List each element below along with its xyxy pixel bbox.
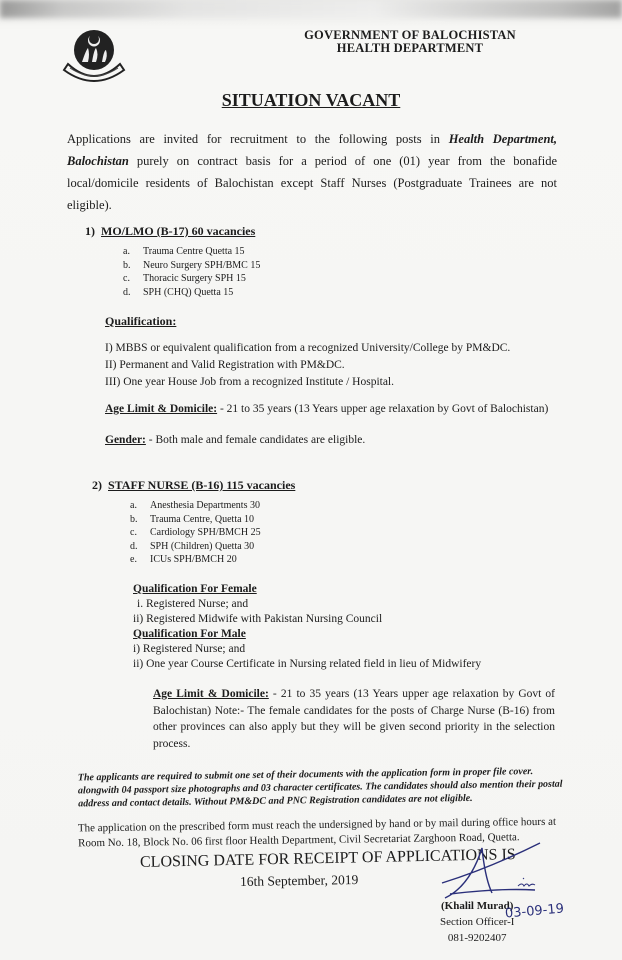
closing-date: 16th September, 2019 [239, 871, 359, 890]
male-qualification-heading: Qualification For Male [133, 628, 246, 640]
vacancy-item [130, 513, 261, 527]
post2-age-limit [153, 686, 555, 752]
qualification-item: III) One year House Job from a recognized Institute / Hospital. [105, 376, 395, 388]
male-qualification-item: i) Registered Nurse; and [133, 643, 246, 655]
vacancy-item [130, 553, 261, 567]
closing-date-label: CLOSING DATE FOR RECEIPT OF APPLICATIONS IS [139, 846, 516, 871]
vacancy-item [123, 245, 260, 259]
vacancy-item [123, 286, 260, 300]
qualification-item: I) MBBS or equivalent qualification from a recognized University/College by PM&DC. [105, 342, 511, 354]
item-letter: a. [130, 500, 137, 511]
item-text: SPH (Children) Quetta 30 [150, 540, 255, 552]
item-letter: d. [130, 540, 138, 552]
post1-qualification-heading: Qualification: [105, 314, 177, 328]
item-letter: e. [130, 554, 137, 565]
item-text: Trauma Centre, Quetta 10 [150, 513, 255, 525]
item-text: Trauma Centre Quetta 15 [143, 246, 245, 257]
intro-text: Applications are invited for recruitment to the following posts in [67, 132, 449, 146]
post2-number: 2) [92, 478, 102, 492]
age-text: - 21 to 35 years (13 Years upper age relaxation by Govt of Balochistan) [217, 403, 549, 415]
signature [440, 838, 550, 903]
post2-qualifications [133, 582, 481, 672]
female-qualification-item: i. Registered Nurse; and [137, 598, 249, 610]
item-letter: b. [130, 513, 138, 525]
page-title: SITUATION VACANT [221, 90, 401, 110]
item-text: SPH (CHQ) Quetta 15 [143, 286, 234, 298]
vacancy-item [123, 259, 260, 273]
gender-label: Gender: [105, 434, 146, 446]
item-letter: a. [123, 246, 130, 257]
intro-paragraph [67, 128, 557, 216]
signatory-designation: Section Officer-I [440, 916, 515, 928]
post1-vacancy-list [123, 245, 260, 299]
female-qualification-item: ii) Registered Midwife with Pakistan Nursing Council [133, 613, 383, 625]
item-letter: d. [123, 286, 131, 298]
item-letter: b. [123, 259, 131, 271]
vacancy-item [130, 540, 261, 554]
item-text: ICUs SPH/BMCH 20 [150, 554, 237, 565]
handwritten-date: 03-09-19 [504, 901, 565, 922]
scan-shadow [0, 0, 622, 18]
age-text: - 21 to 35 years (13 Years upper age relaxation by Govt of Balochistan) Note:- The female candidates for the posts of Charge Nurse (B-16) from other provinces can also apply but they will be given second priority in the selection process. [153, 688, 556, 750]
post1-gender [105, 432, 365, 449]
age-label: Age Limit & Domicile: [153, 688, 269, 700]
intro-department: Health Department, Balochistan [67, 132, 558, 168]
submission-instructions: The application on the prescribed form must reach the undersigned by hand or by mail during office hours at Room No. 18, Block No. 06 first floor Health Department, Civil Secretariat Zarghoon Road, Quetta. [77, 815, 557, 850]
signatory-block [440, 898, 514, 946]
item-text: Anesthesia Departments 30 [150, 500, 260, 511]
post2-heading [92, 478, 295, 493]
documents-note: The applicants are required to submit one set of their documents with the application form in proper file cover. alongwith 04 passport size photographs and 03 character certificates. The candidates should also mention their postal address and contact details. Without PM&DC and PNC Registration candidates are not eligible. [77, 766, 563, 810]
item-text: Thoracic Surgery SPH 15 [143, 273, 246, 284]
item-text: Neuro Surgery SPH/BMC 15 [143, 259, 261, 271]
post1-number: 1) [85, 224, 95, 238]
vacancy-item [130, 499, 261, 513]
post1-title: MO/LMO (B-17) 60 vacancies [101, 224, 256, 238]
post1-heading [85, 224, 255, 239]
vacancy-item [130, 526, 261, 540]
vacancy-item [123, 272, 260, 286]
post2-title: STAFF NURSE (B-16) 115 vacancies [108, 478, 296, 492]
male-qualification-item: ii) One year Course Certificate in Nursing related field in lieu of Midwifery [133, 658, 482, 670]
post2-vacancy-list [130, 499, 261, 567]
header-department: HEALTH DEPARTMENT [336, 41, 484, 55]
age-label: Age Limit & Domicile: [105, 403, 218, 415]
post1-age-limit [105, 402, 555, 417]
gender-text: - Both male and female candidates are eligible. [145, 434, 366, 446]
post1-qualifications [105, 340, 510, 391]
signatory-name: (Khalil Murad) [440, 900, 514, 912]
qualification-item: II) Permanent and Valid Registration with PM&DC. [105, 359, 345, 371]
item-letter: c. [130, 527, 137, 538]
item-letter: c. [123, 273, 130, 284]
intro-text-2: purely on contract basis for a period of one (01) year from the bonafide local/domicile residents of Balochistan except Staff Nurses (Postgraduate Trainees are not eligible). [67, 154, 557, 212]
item-text: Cardiology SPH/BMCH 25 [150, 527, 261, 538]
signatory-phone: 081-9202407 [447, 932, 507, 944]
government-seal-logo [62, 24, 126, 84]
female-qualification-heading: Qualification For Female [133, 583, 257, 595]
header-government: GOVERNMENT OF BALOCHISTAN [304, 28, 516, 42]
